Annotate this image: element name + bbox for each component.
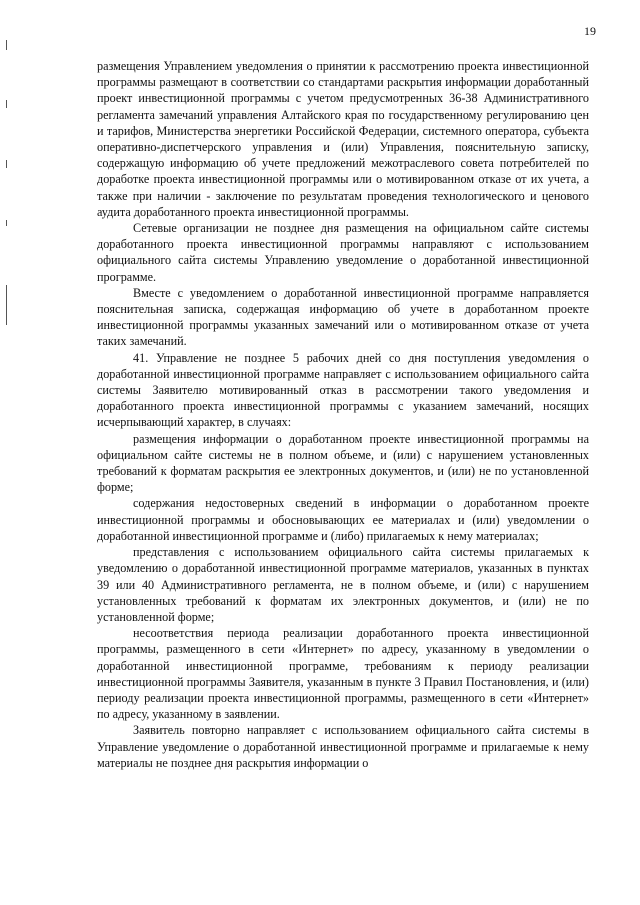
paragraph-item-41: 41. Управление не позднее 5 рабочих дней со дня поступления уведомления о доработанной инвестиционной программе направляет с использованием официального сайта системы Заявителю мотивированный отказ в рассмотрении такого уведомления и доработанного проекта инвестиционной программы с указанием замечаний, носящих исчерпывающий характер, в случаях:	[97, 350, 589, 430]
page-number: 19	[584, 24, 596, 38]
scan-edge-marks	[6, 40, 10, 400]
paragraph: Вместе с уведомлением о доработанной инвестиционной программе направляется пояснительная записка, содержащая информацию об учете в доработанном проекте инвестиционной программы указанных замечаний или о мотивированном отказе от учета таких замечаний.	[97, 285, 589, 349]
paragraph: размещения Управлением уведомления о принятии к рассмотрению проекта инвестиционной программы размещают в соответствии со стандартами раскрытия информации доработанный проект инвестиционной программы с учетом предусмотренных 36-38 Административного регламента замечаний управления Алтайского края по государственному регулированию цен и тарифов, Министерства энергетики Российской Федерации, системного оператора, субъекта оперативно-диспетчерского управления и (или) Управления, пояснительную записку, содержащую информацию об учете предложений межотраслевого совета потребителей по доработке проекта инвестиционной программы или о мотивированном отказе от их учета, а также при наличии - заключение по результатам проведения технологического и ценового аудита доработанного проекта инвестиционной программы.	[97, 59, 589, 219]
paragraph: несоответствия периода реализации доработанного проекта инвестиционной программы, размещенного в сети «Интернет» по адресу, указанному в уведомлении о доработанной инвестиционной программе, требованиям к периоду реализации инвестиционной программы Заявителя, указанным в пункте 3 Правил Постановления, и (или) периоду реализации проекта инвестиционной программы, размещенного в сети «Интернет» по адресу, указанному в заявлении.	[97, 626, 589, 722]
paragraph: Сетевые организации не позднее дня размещения на официальном сайте системы доработанного проекта инвестиционной программы направляют с использованием официального сайта системы Управлению уведомление о доработанной инвестиционной программе.	[97, 221, 589, 284]
paragraph: представления с использованием официального сайта системы прилагаемых к уведомлению о доработанной инвестиционной программе материалов, указанных в пунктах 39 или 40 Административного регламента, не в полном объеме, и (или) с нарушением установленных требований к форматам их электронных документов, и (или) не по установленной форме;	[97, 545, 589, 624]
paragraph: содержания недостоверных сведений в информации о доработанном проекте инвестиционной программы и обосновывающих ее материалах и (или) уведомлении о доработанной инвестиционной программе и (либо) прилагаемых к нему материалах;	[97, 496, 589, 543]
paragraph: Заявитель повторно направляет с использованием официального сайта системы в Управление уведомление о доработанной инвестиционной программе и прилагаемые к нему материалы не позднее дня раскрытия информации о	[97, 723, 589, 770]
document-body	[97, 58, 589, 771]
paragraph: размещения информации о доработанном проекте инвестиционной программы на официальном сайте системы не в полном объеме, и (или) с нарушением установленных требований к форматам раскрытия ее электронных документов, и (или) не по установленной форме;	[97, 431, 589, 495]
